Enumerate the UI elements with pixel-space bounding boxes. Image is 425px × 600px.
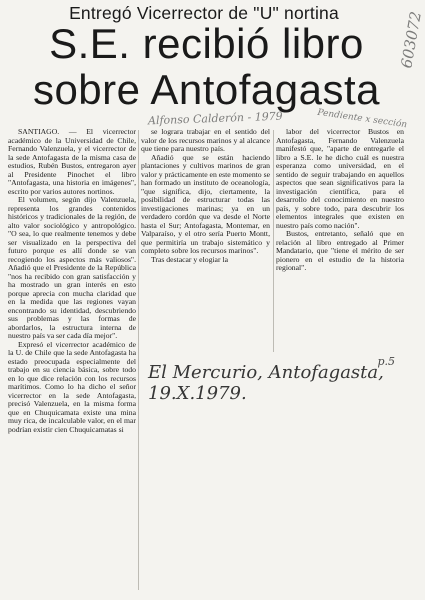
archive-code-handwriting: 603072 xyxy=(397,10,425,70)
kicker-line: Entregó Vicerrector de "U" nortina xyxy=(69,3,339,23)
pen-handwriting: Pendiente x sección xyxy=(316,107,408,131)
paragraph: SANTIAGO. — El vicerrector académico de la Universidad de Chile, Fernando Valenzuela, y el vicerrector de la sede Antofagasta de la misma casa de estudios, Rubén Bustos, entregaron ayer al Presidente Pinochet el libro "Antofagasta, una historia en imágenes", escrito por varios autores nortinos. xyxy=(8,127,136,196)
page-handwriting: p.5 xyxy=(377,355,395,368)
paragraph: se lograra trabajar en el sentido del valor de los recursos marinos y al alcance que tiene para nuestro país. xyxy=(141,127,270,153)
headline-line-1: S.E. recibió libro xyxy=(49,20,364,67)
paragraph: El volumen, según dijo Valenzuela, representa los grandes contenidos históricos y tradicionales de la región, de alto valor sociológico y antropológico. "O sea, lo que realmente tenemos y debe ser visualizado en la perspectiva del futuro porque es allí donde se van recogiendo los aspectos más valiosos". Añadió que el Presidente de la República "nos ha recibido con gran satisfacción y ha mostrado un gran interés en esto porque aprecia con mucha claridad que en la medida que las regiones vayan encontrando su identidad, descubriendo sus problemas y las formas de abordarlos, la estructura interna de nuestro país va ser cada día mejor". xyxy=(8,195,136,340)
paragraph: labor del vicerrector Bustos en Antofagasta, Fernando Valenzuela manifestó que, "aparte de entregarle el libro a S.E. le he dicho cuál es nuestra esperanza como universidad, en el sentido de seguir trabajando en aquellos aspectos que sean significativos para la investigación científica, para el desarrollo del conocimiento en nuestro país, y sobre todo, para descubrir los elementos integrales que existen en nuestro país como nación". xyxy=(276,127,404,230)
column-divider xyxy=(273,130,274,352)
paragraph: Añadió que se están haciendo plantaciones y cultivos marinos de gran valor y prácticamente en este momento se han formado un instituto de oceanología, "que significa, dijo, ciertamente, la posibilidad de estructurar todas las investigaciones marinas; ya en un verdadero cordón que va desde el Norte hasta el Sur; Antofagasta, Montemar, en Valparaíso, y el otro sería Puerto Montt, que permitiría un trabajo sistemático y completo sobre los recursos marinos". xyxy=(141,152,270,255)
author-handwriting: Alfonso Calderón - 1979 xyxy=(147,109,283,128)
paragraph: Expresó el vicerrector académico de la U. de Chile que la sede Antofagasta ha estado preocupada especialmente del trabajo en su ciencia básica, sobre todo en lo que dice relación con los recursos marítimos. Como lo ha dicho el señor vicerrector en la sede Antofagasta, precisó Valenzuela, en la misma forma que en Chuquicamata existe una mina muy rica, de incalculable valor, en el mar podrían existir cien Chuquicamatas si xyxy=(8,339,136,434)
source-handwriting: El Mercurio, Antofagasta, 19.X.1979. xyxy=(148,362,384,404)
article-column-2 xyxy=(141,128,270,358)
headline-line-2: sobre Antofagasta xyxy=(32,66,381,113)
paragraph: Tras destacar y elogiar la xyxy=(151,254,228,264)
paragraph: Bustos, entretanto, señaló que en relación al libro entregado al Primer Mandatario, que "tiene el mérito de ser pionero en el estudio de la historia regional". xyxy=(276,229,404,272)
article-column-3 xyxy=(276,128,404,360)
article-column-1 xyxy=(8,128,136,598)
column-divider xyxy=(138,130,139,590)
